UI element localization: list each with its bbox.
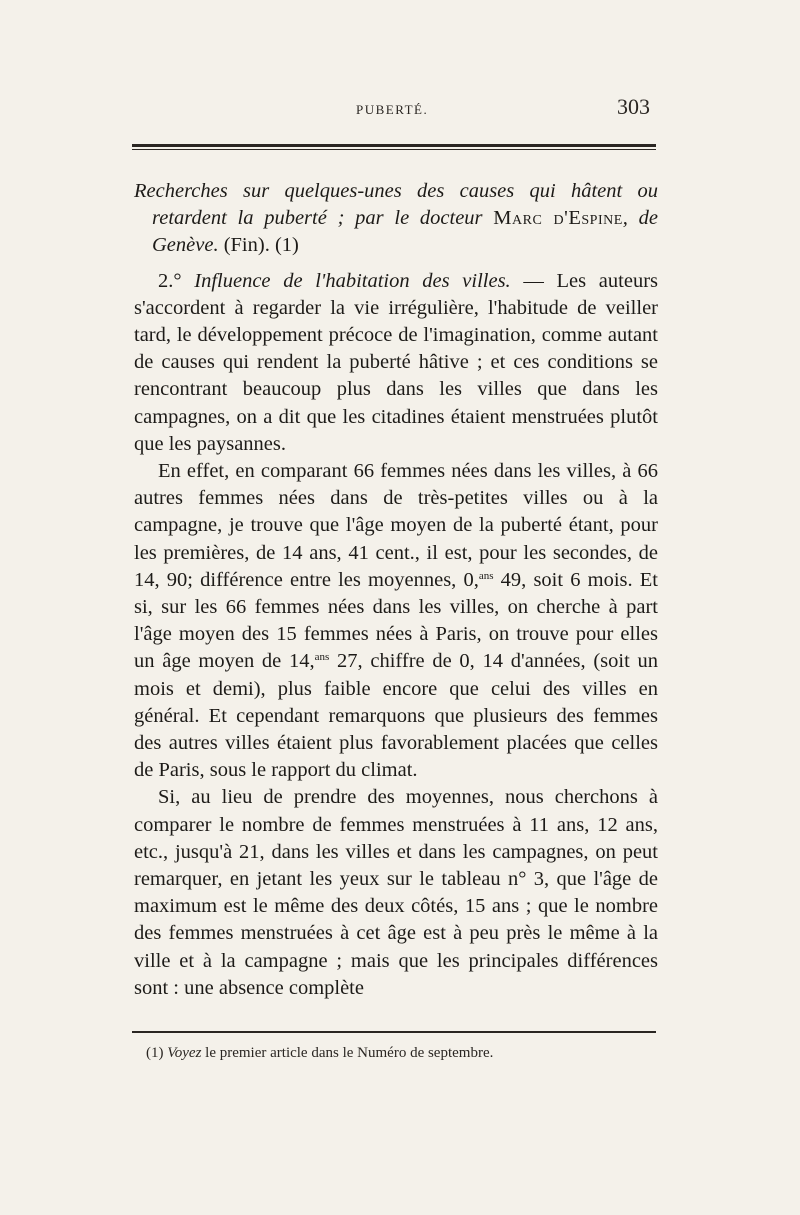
article-title (134, 178, 658, 260)
paragraph-2-sup-1: ans (478, 569, 494, 582)
paragraph-2 (134, 458, 658, 784)
footnote (146, 1045, 646, 1062)
paragraph-1-text: — Les auteurs s'accordent à regarder la vie irrégulière, l'habitude de veiller tard, le développement précoce de l'imagination, comme autant de causes qui rendent la puberté hâtive ; et ces conditions se rencontrant beaucoup plus dans les villes que dans les campagnes, on a dit que les citadines étaient menstruées plutôt que les paysannes. (134, 269, 659, 455)
footnote-rule (132, 1031, 656, 1033)
running-head (136, 94, 656, 124)
footnote-text: le premier article dans le Numéro de septembre. (201, 1045, 494, 1061)
paragraph-1-lead: 2.° (158, 269, 195, 292)
footnote-marker: (1) (146, 1045, 168, 1061)
paragraph-2-sup-2: ans (314, 651, 330, 664)
header-rule-thin (132, 149, 656, 150)
header-rule-thick (132, 144, 656, 147)
paragraph-1 (134, 268, 658, 458)
paragraph-2-text-c: 27, chiffre de 0, 14 d'années, (soit un mois et demi), plus faible encore que celui des villes en général. Et cependant remarquons que plusieurs des femmes des autres villes étaient plus favorablement placées que celles de Paris, sous le rapport du climat. (134, 650, 658, 782)
article-author: Marc d'Espine (493, 207, 623, 230)
paragraph-1-section-title: Influence de l'habitation des villes. (194, 269, 511, 292)
paragraph-3: Si, au lieu de prendre des moyennes, nous cherchons à comparer le nombre de femmes menstruées à 11 ans, 12 ans, etc., jusqu'à 21, dans les villes et dans les campagnes, on peut remarquer, en jetant les yeux sur le tableau n° 3, que l'âge de maximum est le même des deux côtés, 15 ans ; que le nombre des femmes menstruées à cet âge est à peu près le même à la ville et à la campagne ; mais que les principales différences sont : une absence complète (134, 786, 658, 999)
article-title-part-1: Recherches sur quelques-unes des causes qui hâtent ou retardent la puberté ; par le docteur (134, 180, 658, 230)
paragraph-2-text-a: En effet, en comparant 66 femmes nées dans les villes, à 66 autres femmes nées dans de très-petites villes ou à la campagne, je trouve que l'âge moyen de la puberté étant, pour les premières, de 14 ans, 41 cent., il est, pour les secondes, de 14, 90; différence entre les moyennes, 0, (134, 460, 658, 591)
page-number: 303 (617, 94, 650, 119)
article-title-part-2: , de Genève. (152, 207, 658, 257)
body-text (134, 178, 658, 1002)
footnote-italic: Voyez (167, 1045, 202, 1061)
paragraph-2-text-b: 49, soit 6 mois. Et si, sur les 66 femmes nées dans les villes, on cherche à part l'âge moyen des 15 femmes nées à Paris, on trouve pour elles un âge moyen de 14, (134, 568, 658, 673)
article-title-end: (Fin). (1) (218, 234, 299, 257)
running-title: PUBERTÉ. (356, 102, 429, 117)
